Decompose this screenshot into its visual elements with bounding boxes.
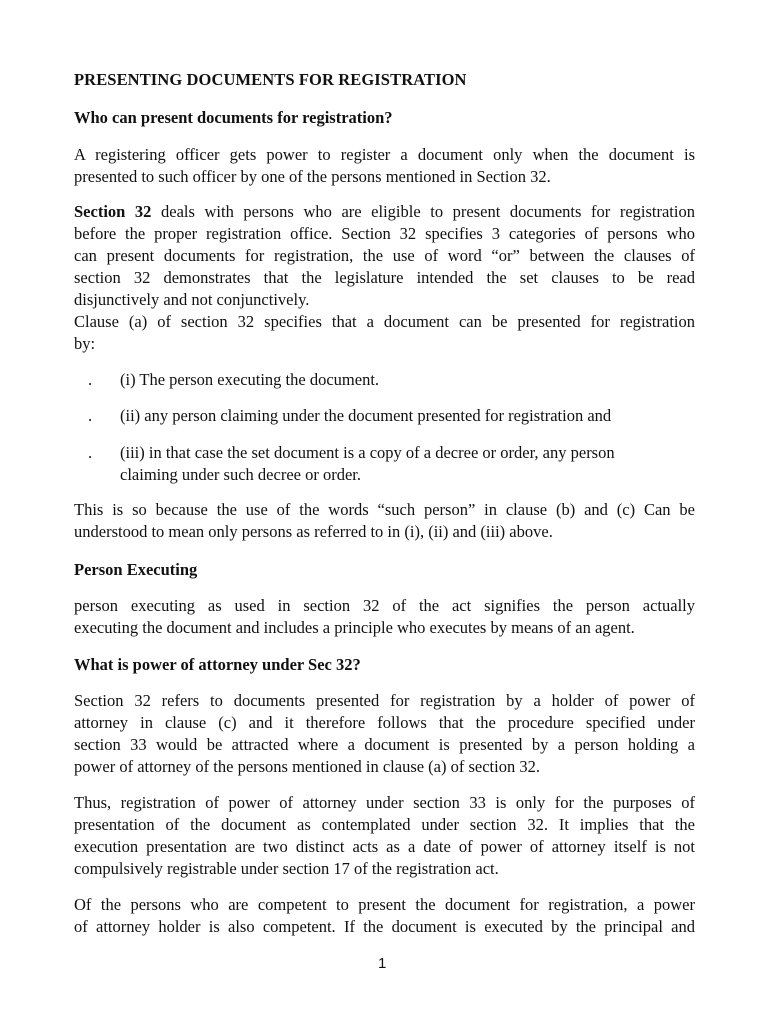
text-line: Thus, registration of power of attorney under section 33 is only for the purposes of bbox=[74, 793, 695, 812]
paragraph-clause-a bbox=[74, 311, 695, 355]
text-line: presented to such officer by one of the persons mentioned in Section 32. bbox=[74, 167, 551, 186]
text-line: of attorney holder is also competent. If the document is executed by the principal and bbox=[74, 917, 695, 936]
paragraph-such-person bbox=[74, 499, 695, 543]
bullet-marker: . bbox=[88, 443, 93, 462]
text-line: understood to mean only persons as referred to in (i), (ii) and (iii) above. bbox=[74, 522, 553, 541]
bullet-marker: . bbox=[88, 370, 93, 389]
text-line: can present documents for registration, the use of word “or” between the clauses of bbox=[74, 246, 695, 265]
text-line: Of the persons who are competent to present the document for registration, a power bbox=[74, 895, 695, 914]
text-line: section 33 would be attracted where a document is presented by a person holding a bbox=[74, 735, 695, 754]
text-line: section 32 demonstrates that the legislature intended the set clauses to be read bbox=[74, 268, 695, 287]
text-line: compulsively registrable under section 17 of the registration act. bbox=[74, 859, 499, 878]
list-item-text: (i) The person executing the document. bbox=[120, 370, 380, 389]
paragraph-person-executing bbox=[74, 595, 695, 639]
document-title: PRESENTING DOCUMENTS FOR REGISTRATION bbox=[74, 70, 467, 89]
text-line: attorney in clause (c) and it therefore follows that the procedure specified under bbox=[74, 713, 695, 732]
paragraph-registering-officer bbox=[74, 144, 695, 188]
text-line bbox=[74, 201, 695, 223]
bullet-marker: . bbox=[88, 406, 93, 425]
list-item-text: (iii) in that case the set document is a copy of a decree or order, any person bbox=[120, 443, 615, 462]
text-line: before the proper registration office. Section 32 specifies 3 categories of persons who bbox=[74, 224, 695, 243]
text-line: A registering officer gets power to register a document only when the document is bbox=[74, 145, 695, 164]
text-line: person executing as used in section 32 of the act signifies the person actually bbox=[74, 596, 695, 615]
section-32-bold-label: Section 32 bbox=[74, 202, 152, 221]
text-line: Clause (a) of section 32 specifies that a document can be presented for registration bbox=[74, 312, 695, 331]
text-line: executing the document and includes a principle who executes by means of an agent. bbox=[74, 618, 635, 637]
text-line: execution presentation are two distinct acts as a date of power of attorney itself is not bbox=[74, 837, 695, 856]
text-fragment: deals with persons who are eligible to present documents for registration bbox=[151, 202, 695, 221]
heading-person-executing: Person Executing bbox=[74, 560, 198, 579]
text-line: power of attorney of the persons mentioned in clause (a) of section 32. bbox=[74, 757, 540, 776]
text-line: by: bbox=[74, 334, 96, 353]
list-item-text: (ii) any person claiming under the document presented for registration and bbox=[120, 406, 612, 425]
text-line: presentation of the document as contemplated under section 32. It implies that the bbox=[74, 815, 695, 834]
heading-power-of-attorney: What is power of attorney under Sec 32? bbox=[74, 655, 361, 674]
paragraph-registration-poa bbox=[74, 792, 695, 880]
text-line: This is so because the use of the words “such person” in clause (b) and (c) Can be bbox=[74, 500, 695, 519]
page-number: 1 bbox=[378, 955, 387, 972]
paragraph-competent-persons bbox=[74, 894, 695, 938]
text-line: Section 32 refers to documents presented for registration by a holder of power of bbox=[74, 691, 695, 710]
heading-who-can-present: Who can present documents for registration? bbox=[74, 108, 393, 127]
list-item-text: claiming under such decree or order. bbox=[120, 465, 361, 484]
paragraph-section-32 bbox=[74, 201, 695, 311]
text-line: disjunctively and not conjunctively. bbox=[74, 290, 310, 309]
paragraph-section-32-poa bbox=[74, 690, 695, 778]
